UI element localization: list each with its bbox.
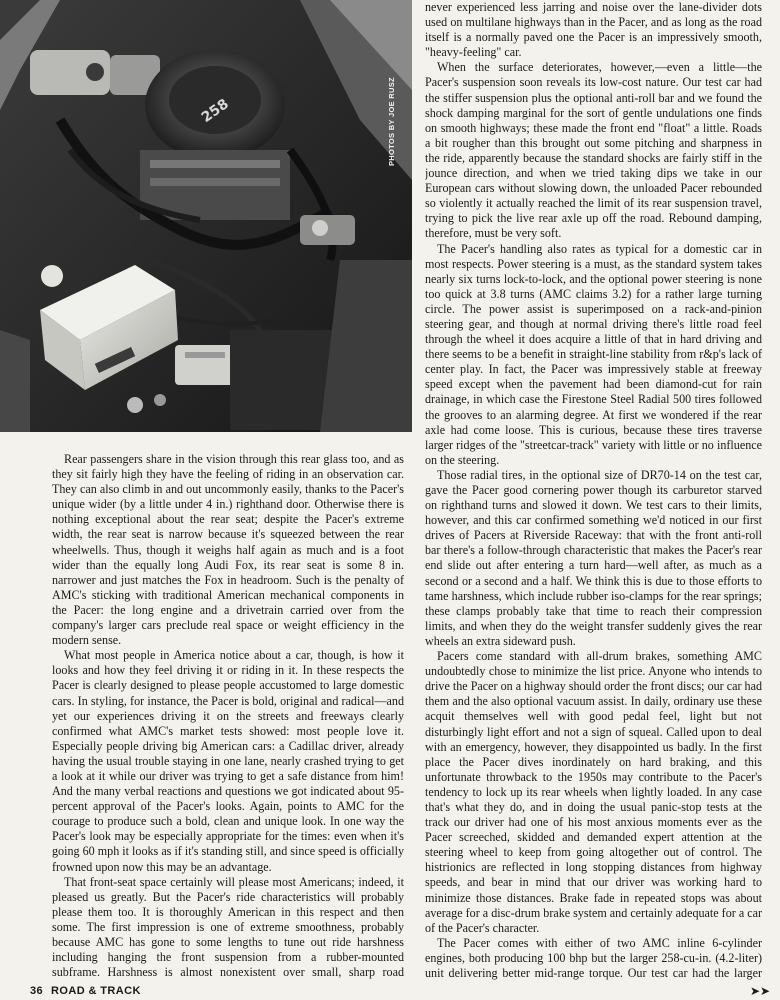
left-paragraph-2: What most people in America notice about a car, though, is how it looks and how they feel driving it or riding in it. In these respects the Pacer is clearly designed to please people accustomed to large domestic cars. In styling, for instance, the Pacer is bold, original and radical—and yet our experiences driving it on the streets and freeways clearly confirmed what AMC's market tests showed: most people love it. Especially people driving big American cars: a Cadillac driver, already having the usual trouble staying in one lane, nearly crashed trying to get a look at it while our driver was trying to get a safe distance from him! And the many verbal reactions and questions we got indicated about 95-percent approval of the Pacer's looks. Again, points to AMC for the courage to produce such a bold, clean and unique look. In one way the Pacer's look may be especially appropriate for the times: even when it's going 60 mph it looks as if it's standing still, and since speed is officially frowned upon now this may be an advantage. xyxy=(52,648,404,874)
left-text-column xyxy=(52,452,404,980)
right-text-column xyxy=(425,0,762,982)
left-paragraph-1: Rear passengers share in the vision through this rear glass too, and as they sit fairly high they have the feeling of riding in an observation car. They can also climb in and out uncommonly easily, thanks to the Pacer's unique wider (by a little under 4 in.) righthand door. Otherwise there is nothing exceptional about the rear seat; despite the Pacer's extreme width, the rear seat is narrow because it's squeezed between the rear wheelwells. Thus, though it weighs half again as much and is a foot wider than the equally long Audi Fox, its rear seat is some 8 in. narrower and just matches the Fox in headroom. Such is the penalty of AMC's sticking with traditional American mechanical components in the Pacer: the long engine and a drivetrain carried over from the company's larger cars preclude real space or weight efficiency in the modern sense. xyxy=(52,452,404,648)
engine-photo-graphic xyxy=(0,0,412,432)
magazine-name: ROAD & TRACK xyxy=(51,985,141,997)
right-paragraph-5: Pacers come standard with all-drum brakes, something AMC undoubtedly chose to minimize the list price. Anyone who intends to drive the Pacer on a highway should order the front discs; our car had them and the also optional vacuum assist. In daily, ordinary use these acquit themselves well with good pedal feel, light but not disturbingly light effort and not a sign of squeal. Called upon to deal with an emergency, however, they disappointed us badly. In the first place the Pacer dives inordinately on hard braking, and this unfortunate throwback to the 1950s may contribute to the Pacer's tendency to lock up its rear wheels when lightly loaded. In any case that's what they do, and in doing the usual panic-stop tests at the track our driver had one of his most anxious moments ever as the Pacer screeched, skidded and demanded expert attention at the steering wheel to keep from going altogether out of control. The histrionics are reflected in long stopping distances from highway speeds, and bear in mind that our driver was working hard to minimize those distances. Brake fade in repeated stops was about average for a disc-drum brake system and certainly adequate for a car of the Pacer's character. xyxy=(425,649,762,935)
right-paragraph-3: The Pacer's handling also rates as typical for a domestic car in most respects. Power steering is a must, as the standard system takes nearly six turns lock-to-lock, and the optional power steering is none too quick at 3.8 turns (AMC claims 3.2) for a rather large turning circle. The power assist is superimposed on a rack-and-pinion steering gear, and though at normal driving there's little road feel through the wheel it does acquire a little of that in hard driving and there seems to be a benefit in straight-line stability from r&p's lack of center play. In fact, the Pacer was impressively stable at freeway speed except when the pavement had been diamond-cut for rain drainage, in which case the Firestone Steel Radial 500 tires followed the grooves to an alarming degree. At first we wondered if the rear axle had come loose. This is curious, because these tires traverse larger ridges of the "streetcar-track" variety with little or no influence on the steering. xyxy=(425,241,762,467)
page-footer xyxy=(30,983,141,999)
air-cleaner-label: 258 xyxy=(198,96,232,126)
photo-credit: PHOTOS BY JOE RUSZ xyxy=(387,77,396,166)
right-paragraph-2: When the surface deteriorates, however,—even a little—the Pacer's suspension soon reveals its low-cost nature. Our test car had the stiffer suspension plus the optional anti-roll bar and we found the shock damping marginal for the sort of gentle undulations one finds on smooth highways; these made the front end "float" a little. Roads a bit rougher than this brought out some pitching and sharpness in the ride, apparently because the standard shocks are fairly stiff in the jounce direction, and when we tried taking dips we take in our European cars without slowing down, the unloaded Pacer rebounded so violently it actually reached the limit of its rear suspension travel, trying to pick the live rear axle up off the road. Rebound damping, therefore, must be very soft. xyxy=(425,60,762,241)
engine-bay-photo xyxy=(0,0,412,432)
right-paragraph-6: The Pacer comes with either of two AMC inline 6-cylinder engines, both producing 100 bhp but the larger 258-cu-in. (4.2-liter) unit delivering better mid-range torque. Our test car had the larger xyxy=(425,935,762,980)
continue-arrow-icon: ➤➤ xyxy=(750,984,771,998)
right-paragraph-4: Those radial tires, in the optional size of DR70-14 on the test car, gave the Pacer good cornering power though its carburetor starved on righthand turns and slowed it down. We test cars to their limits, however, and this car confirmed something we'd noticed in our first drives of Pacers at Riverside Raceway: that with the front anti-roll bar there's a follow-through characteristic that makes the Pacer's rear end slide out after entering a turn hard—well after, as much as a second or a second and a half. We think this is due to those efforts to tame harshness, which include rubber iso-clamps for the rear springs; these clamps probably take that time to reach their compression limits, and when they do the weight transfer suddenly gives the rear wheels an extra sideward push. xyxy=(425,467,762,648)
left-paragraph-3: That front-seat space certainly will please most Americans; indeed, it pleased us greatly. But the Pacer's ride characteristics will probably please them too. It is thoroughly American in this respect and then some. The first impression is one of extreme smoothness, probably because AMC has gone to some lengths to tune out ride harshness including hanging the front suspension from a rubber-mounted subframe. Harshness is almost nonexistent over small, sharp road xyxy=(52,874,404,980)
right-paragraph-1: never experienced less jarring and noise over the lane-divider dots used on multilane highways than in the Pacer, and as long as the road itself is a normally paved one the Pacer is an impressively smooth, "heavy-feeling" car. xyxy=(425,0,762,60)
page-number: 36 xyxy=(30,985,44,997)
